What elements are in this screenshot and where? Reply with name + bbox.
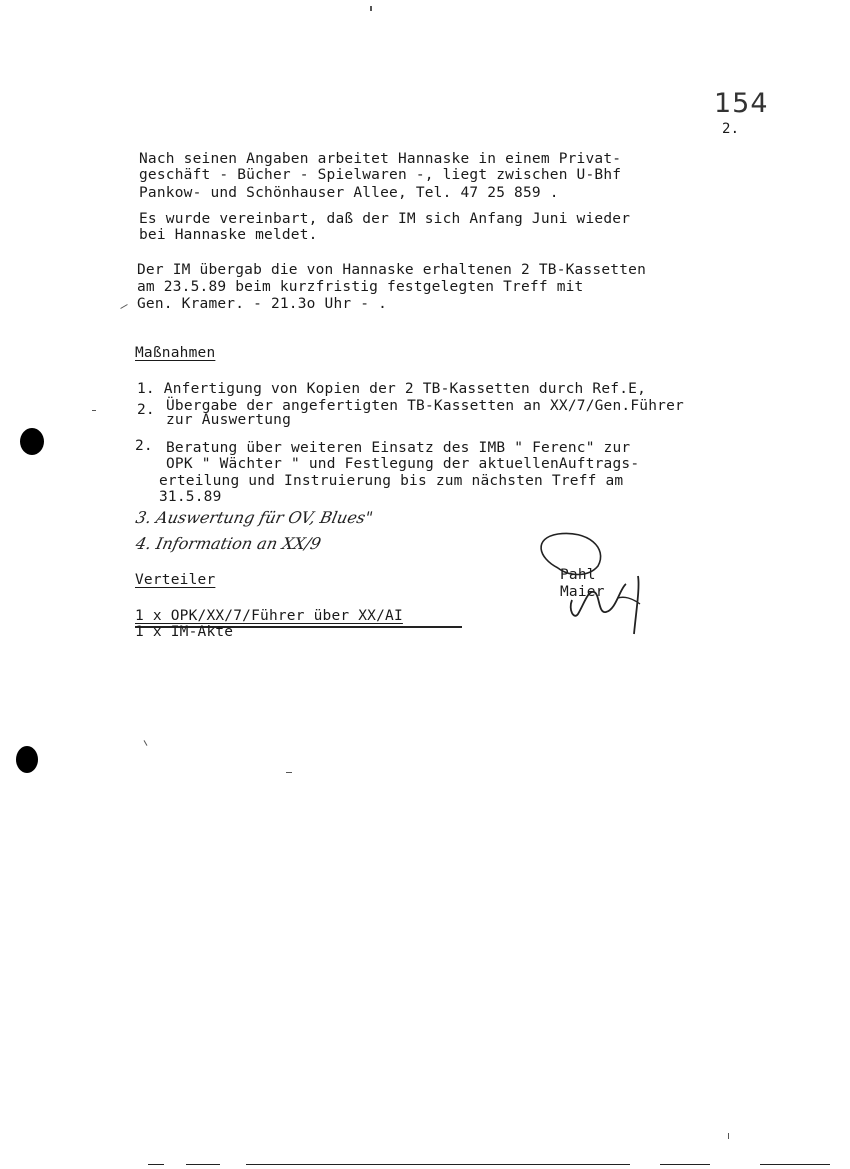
paragraph-2-line-1: Es wurde vereinbart, daß der IM sich Anfang Juni wieder [139,211,631,227]
paragraph-3-line-2: am 23.5.89 beim kurzfristig festgelegten Treff mit [137,279,584,295]
signature-name-1: Pahl [560,567,596,583]
handwritten-note-1: 3. Auswertung für OV, Blues" [133,508,375,527]
measure-item-2-line-1: Übergabe der angefertigten TB-Kassetten an XX/7/Gen.Führer [166,398,684,414]
signature-name-2: Maier [560,584,605,600]
measure-item-3-line-1: Beratung über weiteren Einsatz des IMB " Ferenc" zur [166,440,631,456]
sheet-number: 2. [722,121,740,137]
scan-speck [286,772,292,773]
measure-item-3-line-4: 31.5.89 [159,489,222,505]
paragraph-1-line-1: Nach seinen Angaben arbeitet Hannaske in einem Privat- [139,151,622,167]
signature-scribble [528,528,658,643]
bottom-edge-line [660,1164,710,1165]
measure-item-3-number: 2. [135,438,153,454]
scan-speck [92,410,96,411]
handwritten-note-2: 4. Information an XX/9 [133,534,323,553]
scan-speck [728,1133,729,1139]
measure-item-2-number: 2. [137,402,155,418]
page-number: 154 [714,88,769,119]
paragraph-1-line-2: geschäft - Bücher - Spielwaren -, liegt zwischen U-Bhf [139,167,622,183]
bottom-edge-line [246,1164,630,1165]
scan-speck [120,304,127,309]
distribution-line-2: 1 x IM-Akte [135,624,234,640]
distribution-line-1: 1 x OPK/XX/7/Führer über XX/AI [135,608,403,624]
punch-hole-top [20,428,44,455]
paragraph-1-line-3: Pankow- und Schönhauser Allee, Tel. 47 25 859 . [139,185,559,201]
scan-speck [370,6,372,11]
paragraph-2-line-2: bei Hannaske meldet. [139,227,318,243]
bottom-edge-line [760,1164,830,1165]
scan-speck [144,740,148,746]
bottom-edge-line [186,1164,220,1165]
paragraph-3-line-1: Der IM übergab die von Hannaske erhaltenen 2 TB-Kassetten [137,262,646,278]
distribution-heading: Verteiler [135,572,216,588]
measure-item-1: 1. Anfertigung von Kopien der 2 TB-Kassetten durch Ref.E, [137,381,646,397]
measures-heading: Maßnahmen [135,345,216,361]
paragraph-3-line-3: Gen. Kramer. - 21.3o Uhr - . [137,296,388,312]
measure-item-3-line-2: OPK " Wächter " und Festlegung der aktuellenAuftrags- [166,456,640,472]
measure-item-3-line-3: erteilung und Instruierung bis zum nächsten Treff am [159,473,624,489]
measure-item-2-line-2: zur Auswertung [166,412,292,428]
bottom-edge-line [148,1164,164,1165]
punch-hole-bottom [16,746,38,773]
